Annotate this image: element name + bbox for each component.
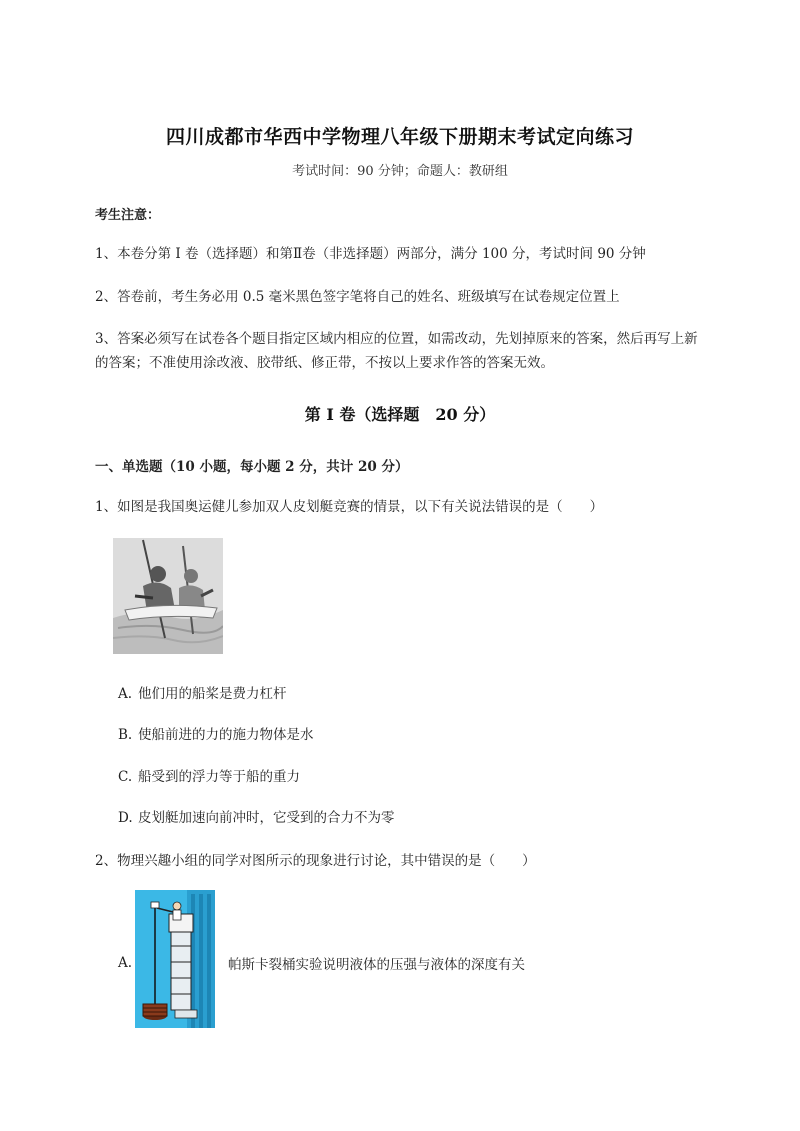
kayak-race-photo (113, 538, 223, 654)
option-text: 皮划艇加速向前冲时，它受到的合力不为零 (138, 810, 395, 826)
option-letter: B. (118, 727, 133, 743)
question-1-option-d (118, 806, 395, 826)
question-1-stem: 1、如图是我国奥运健儿参加双人皮划艇竞赛的情景，以下有关说法错误的是（ ） (95, 499, 604, 515)
option-text: 船受到的浮力等于船的重力 (138, 769, 300, 785)
question-2-option-a-letter: A. (118, 955, 133, 971)
notice-item-2: 2、答卷前，考生务必用 0.5 毫米黑色签字笔将自己的姓名、班级填写在试卷规定位置上 (95, 289, 620, 305)
question-1-option-b (118, 723, 314, 743)
notice-item-1: 1、本卷分第 I 卷（选择题）和第Ⅱ卷（非选择题）两部分，满分 100 分，考试时间 90 分钟 (95, 246, 646, 262)
question-1-option-a (118, 682, 287, 702)
notice-item-3: 3、答案必须写在试卷各个题目指定区域内相应的位置，如需改动，先划掉原来的答案，然后再写上新的答案；不准使用涂改液、胶带纸、修正带，不按以上要求作答的答案无效。 (95, 331, 698, 371)
option-letter: C. (118, 769, 133, 785)
notice-heading: 考生注意： (95, 208, 161, 223)
pascal-barrel-illustration (135, 890, 215, 1028)
exam-subtitle: 考试时间：90 分钟；命题人：教研组 (292, 164, 508, 179)
question-1-option-c (118, 765, 300, 785)
question-2-stem: 2、物理兴趣小组的同学对图所示的现象进行讨论，其中错误的是（ ） (95, 853, 536, 869)
question-group-heading: 一、单选题（10 小题，每小题 2 分，共计 20 分） (95, 459, 409, 475)
option-text: 使船前进的力的施力物体是水 (138, 727, 314, 743)
option-text: 他们用的船桨是费力杠杆 (138, 686, 287, 702)
section-title: 第 I 卷（选择题 20 分） (304, 405, 496, 424)
option-letter: D. (118, 810, 133, 826)
option-letter: A. (118, 686, 133, 702)
question-2-option-a-text: 帕斯卡裂桶实验说明液体的压强与液体的深度有关 (228, 957, 525, 973)
page-title: 四川成都市华西中学物理八年级下册期末考试定向练习 (165, 126, 634, 148)
